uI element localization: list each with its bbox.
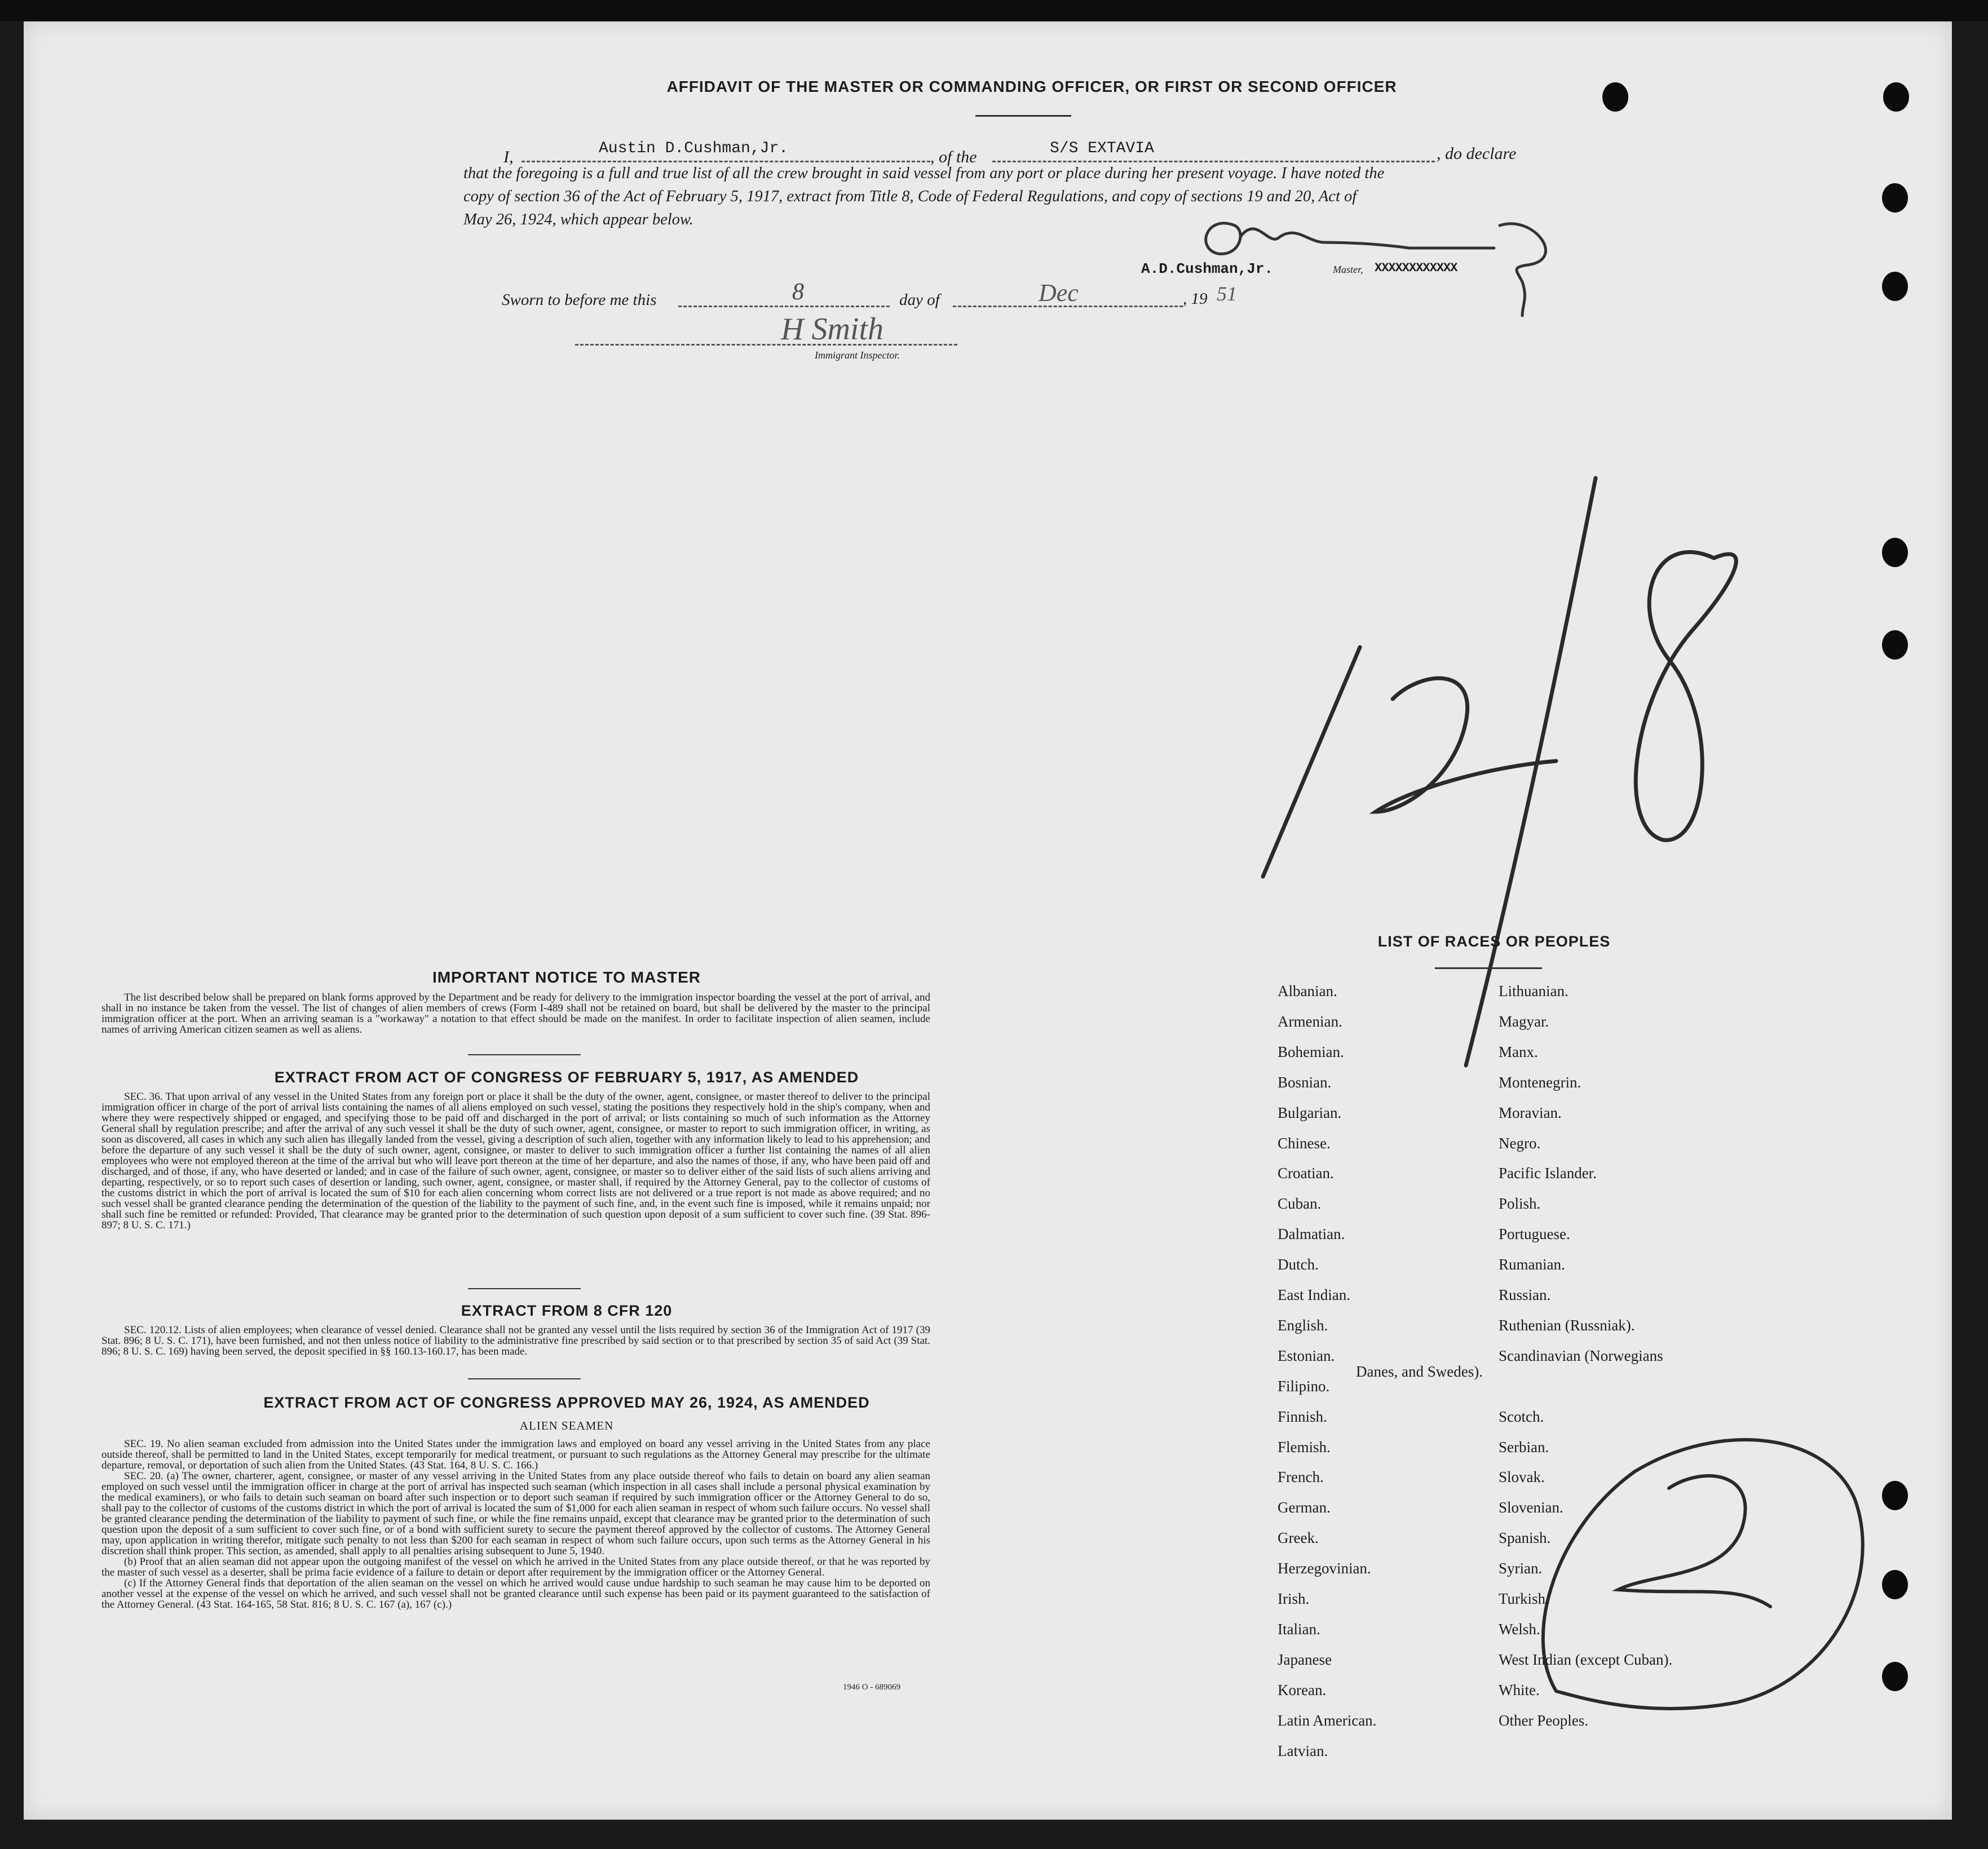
race-left-item: Dutch. xyxy=(1278,1256,1319,1273)
of-the-label: , of the xyxy=(930,148,977,166)
race-right-item: Danes, and Swedes). xyxy=(1356,1363,1483,1380)
sworn-day: 8 xyxy=(792,279,804,305)
notice-title: IMPORTANT NOTICE TO MASTER xyxy=(432,968,701,986)
sec19-paragraph: SEC. 19. No alien seaman excluded from admission into the United States under the immigration laws and employed on board any vessel arriving in the United States from any place outside thereof, shall be permitted to land in the United States, except temporarily for medical treatment, or pursuant to such regulations as the Attorney General may prescribe for the ultimate departure, removal, or deportation of such alien from the United States. (43 Stat. 164, 8 U. S. C. 166.) xyxy=(101,1438,930,1471)
race-right-item: Other Peoples. xyxy=(1499,1711,1588,1729)
extractcfr-rule xyxy=(468,1378,581,1379)
race-right-item: Manx. xyxy=(1499,1043,1538,1060)
vessel-name: S/S EXTAVIA xyxy=(1050,140,1154,157)
notice-text xyxy=(101,992,930,1035)
punch-hole xyxy=(1883,82,1909,112)
race-right-item: White. xyxy=(1499,1681,1540,1698)
race-left-item: Latin American. xyxy=(1278,1711,1377,1729)
race-left-item: Greek. xyxy=(1278,1529,1319,1547)
print-code: 1946 O - 689069 xyxy=(843,1683,901,1692)
inspector-label: Immigrant Inspector. xyxy=(815,350,900,361)
race-right-item: Slovenian. xyxy=(1499,1499,1563,1516)
typed-signature: A.D.Cushman,Jr. xyxy=(1141,260,1274,277)
race-left-item: German. xyxy=(1278,1499,1331,1516)
race-right-item: Magyar. xyxy=(1499,1012,1549,1030)
punch-hole xyxy=(1882,272,1908,301)
extract1924-text xyxy=(101,1439,930,1610)
race-left-item: English. xyxy=(1278,1316,1328,1334)
races-title: LIST OF RACES OR PEOPLES xyxy=(1377,933,1611,950)
race-left-item: East Indian. xyxy=(1278,1286,1350,1303)
race-left-item: Estonian. xyxy=(1278,1347,1335,1364)
race-left-item: Italian. xyxy=(1278,1620,1320,1638)
race-left-item: Cuban. xyxy=(1278,1195,1322,1213)
master-label: Master, xyxy=(1333,264,1363,275)
sworn-label: Sworn to before me this xyxy=(502,291,657,309)
extract1917-text xyxy=(101,1091,930,1231)
extractcfr-title: EXTRACT FROM 8 CFR 120 xyxy=(461,1302,673,1319)
race-left-item: Herzegovinian. xyxy=(1278,1560,1371,1577)
extract1917-paragraph: SEC. 36. That upon arrival of any vessel in the United States from any foreign port or place it shall be the duty of the owner, agent, consignee, or master thereof to deliver to the principal immigration officer in charge of the port of arrival lists containing the names of all aliens employed on such vessel, stating the positions they respectively hold in the ship's company, when and where they were respectively shipped or engaged, and specifying those to be paid off and discharged in the port of arrival; or lists containing so much of such information as the Attorney General shall by regulation prescribe; and after the arrival of any such vessel it shall be the duty of such owner, agent, consignee, or master to report to such immigration officer, in writing, as soon as discovered, all cases in which any such alien has illegally landed from the vessel, giving a description of such alien, together with any information likely to lead to his apprehension; and before the departure of any such vessel it shall be the duty of such owner, agent, consignee, or master to deliver to such immigration officer a further list containing the names of all alien employees who were not employed thereon at the time of the arrival but who will leave port thereon at the time of her departure, and also the names of those, if any, who have been paid off and discharged, and of those, if any, who have deserted or landed; and in case of the failure of such owner, agent, consignee, or master so to deliver either of the said lists of such aliens arriving and departing, respectively, or so to report such cases of desertion or landing, such owner, agent, consignee, or master shall, if required by the Attorney General, pay to the collector of customs of the customs district in which the port of arrival is located the sum of $10 for each alien concerning whom correct lists are not delivered or a true report is not made as above required; and no such vessel shall be granted clearance pending the determination of the question of the liability to the payment of such fine, and, in the event such fine is imposed, while it remains unpaid; nor shall such fine be remitted or refunded: Provided, That clearance may be granted prior to the determination of such question upon deposit of a sum sufficient to cover such fine. (39 Stat. 896-897; 8 U. S. C. 171.) xyxy=(101,1091,930,1231)
race-left-item: Chinese. xyxy=(1278,1134,1331,1152)
punch-hole xyxy=(1882,183,1908,213)
race-right-item: Scotch. xyxy=(1499,1408,1544,1425)
race-right-item: Negro. xyxy=(1499,1134,1541,1152)
race-left-item: Korean. xyxy=(1278,1681,1327,1698)
race-right-item: Scandinavian (Norwegians xyxy=(1499,1347,1663,1364)
race-right-item: Slovak. xyxy=(1499,1468,1545,1486)
race-right-item: Lithuanian. xyxy=(1499,983,1569,999)
punch-hole xyxy=(1882,538,1908,567)
race-right-item: Russian. xyxy=(1499,1286,1551,1303)
notice-rule xyxy=(468,1054,581,1055)
race-right-item: Turkish. xyxy=(1499,1590,1549,1607)
race-left-item: Japanese xyxy=(1278,1651,1332,1668)
race-right-item: Spanish. xyxy=(1499,1529,1551,1547)
extract1917-rule xyxy=(468,1288,581,1289)
punch-hole xyxy=(1882,630,1908,660)
affidavit-body-line-1: that the foregoing is a full and true list of all the crew brought in said vessel from any port or place during her present voyage. I have noted the xyxy=(463,165,1385,182)
year-prefix: , 19 xyxy=(1183,290,1208,308)
race-right-item: Moravian. xyxy=(1499,1104,1562,1121)
i-label: I, xyxy=(503,148,514,166)
race-right-item: Portuguese. xyxy=(1499,1226,1570,1243)
notice-paragraph: The list described below shall be prepared on blank forms approved by the Department and be ready for delivery to the immigration inspector boarding the vessel at the port of arrival, and shall in no instance be taken from the vessel. The list of changes of alien members of crews (Form I-489 shall not be retained on board, but shall be delivered by the master to the principal immigration officer at the port. When an arriving seaman is a "workaway" a notation to that effect should be made on the manifest. In order to facilitate inspection of alien seamen, include names of arriving American citizen seamen as well as aliens. xyxy=(101,992,930,1036)
declarant-name: Austin D.Cushman,Jr. xyxy=(599,140,789,157)
extract1917-title: EXTRACT FROM ACT OF CONGRESS OF FEBRUARY 5, 1917, AS AMENDED xyxy=(274,1069,859,1086)
race-left-item: Finnish. xyxy=(1278,1408,1327,1425)
master-signature xyxy=(1206,223,1546,316)
race-left-item: Filipino. xyxy=(1278,1377,1330,1395)
race-right-item: Ruthenian (Russniak). xyxy=(1499,1316,1635,1334)
extract1924-title: EXTRACT FROM ACT OF CONGRESS APPROVED MAY 26, 1924, AS AMENDED xyxy=(263,1394,870,1411)
punch-hole xyxy=(1882,1481,1908,1510)
race-right-item: Montenegrin. xyxy=(1499,1073,1581,1091)
race-left-item: Armenian. xyxy=(1278,1012,1342,1030)
affidavit-title: AFFIDAVIT OF THE MASTER OR COMMANDING OFFICER, OR FIRST OR SECOND OFFICER xyxy=(666,78,1397,95)
race-right-item: Pacific Islander. xyxy=(1499,1165,1597,1182)
race-left-item: Flemish. xyxy=(1278,1438,1331,1456)
race-left-item: Croatian. xyxy=(1278,1165,1334,1182)
sec20c-paragraph: (c) If the Attorney General finds that deportation of the alien seaman on the vessel on which he arrived would cause undue hardship to such seaman he may cause him to be deported on another vessel at the expense of the vessel on which he arrived, and such vessel shall not be granted clearance until such expense has been paid or its payment guaranteed to the satisfaction of the Attorney General. (43 Stat. 164-165, 58 Stat. 816; 8 U. S. C. 167 (a), 167 (c).) xyxy=(101,1577,930,1611)
affidavit-body-line-3: May 26, 1924, which appear below. xyxy=(463,211,693,228)
affidavit-body-line-2: copy of section 36 of the Act of February 5, 1917, extract from Title 8, Code of Federal Regulations, and copy of sections 19 and 20, Act of xyxy=(463,188,1357,205)
races-rule xyxy=(1435,967,1542,969)
sworn-month: Dec xyxy=(1039,279,1079,307)
extract1924-subtitle: ALIEN SEAMEN xyxy=(519,1419,614,1432)
race-right-item: Serbian. xyxy=(1499,1438,1549,1456)
sec20b-paragraph: (b) Proof that an alien seaman did not appear upon the outgoing manifest of the vessel on which he arrived in the United States from any place outside thereof, or that he was reported by the master of such vessel as a deserter, shall be prima facie evidence of a failure to detain or deport after requirement by the immigration officer or the Attorney General. xyxy=(101,1556,930,1578)
fraction-mark xyxy=(1263,478,1736,1065)
race-left-item: Latvian. xyxy=(1278,1742,1328,1759)
race-left-item: Bulgarian. xyxy=(1278,1104,1342,1121)
year-suffix: 51 xyxy=(1217,282,1237,305)
race-right-item: Rumanian. xyxy=(1499,1256,1565,1273)
race-right-item: Welsh. xyxy=(1499,1620,1540,1638)
race-left-item: Bosnian. xyxy=(1278,1073,1332,1091)
race-left-item: Irish. xyxy=(1278,1590,1310,1607)
declare-label: , do declare xyxy=(1437,144,1517,163)
race-right-item: Polish. xyxy=(1499,1195,1541,1213)
race-right-item: West Indian (except Cuban). xyxy=(1499,1651,1673,1668)
inspector-signature: H Smith xyxy=(781,312,883,347)
race-left-item: Albanian. xyxy=(1278,983,1337,999)
day-of-label: day of xyxy=(899,291,940,309)
race-left-item: French. xyxy=(1278,1468,1324,1486)
punch-hole xyxy=(1602,82,1628,112)
master-strikeout: XXXXXXXXXXXX xyxy=(1375,261,1457,275)
race-left-item: Dalmatian. xyxy=(1278,1226,1345,1243)
punch-hole xyxy=(1882,1662,1908,1691)
punch-hole xyxy=(1882,1570,1908,1599)
extractcfr-text xyxy=(101,1325,930,1357)
extractcfr-paragraph: SEC. 120.12. Lists of alien employees; when clearance of vessel denied. Clearance shall not be granted any vessel until the lists required by section 36 of the Immigration Act of 1917 (39 Stat. 896; 8 U. S. C. 171), have been furnished, and not then unless notice of liability to the administrative fine prescribed by said section or to that prescribed by section 35 of said Act (39 Stat. 896; 8 U. S. C. 169) having been served, the deposit specified in §§ 160.13-160.17, has been made. xyxy=(101,1324,930,1357)
race-right-item: Syrian. xyxy=(1499,1560,1543,1577)
circled-text xyxy=(1663,1522,1664,1523)
race-left-item: Bohemian. xyxy=(1278,1043,1344,1060)
sec20a-paragraph: SEC. 20. (a) The owner, charterer, agent, consignee, or master of any vessel arriving in the United States from any place outside thereof who fails to detain on board any alien seaman employed on such vessel until the immigration officer in charge at the port of arrival has inspected such seaman (which inspection in all cases shall include a personal physical examination by the medical examiners), or who fails to detain such seaman on board after such inspection or to deport such seaman if required by such immigration officer or the Attorney General to do so, shall pay to the collector of customs of the customs district in which the port of arrival is located the sum of $1,000 for each alien seaman in respect of whom such failure occurs. No vessel shall be granted clearance pending the determination of the liability to payment of such fine, or while the fine remains unpaid, except that clearance may be granted prior to the determination of such question upon the deposit of a sum sufficient to cover such fine, or of a bond with sufficient surety to secure the payment thereof approved by the collector of customs. The Attorney General may, upon application in writing therefor, mitigate such penalty to not less than $200 for each seaman in respect of whom such failure occurs, upon such terms as the Attorney General in his discretion shall think proper. This section, as amended, shall apply to all penalties arising subsequent to June 5, 1940. xyxy=(101,1470,930,1557)
